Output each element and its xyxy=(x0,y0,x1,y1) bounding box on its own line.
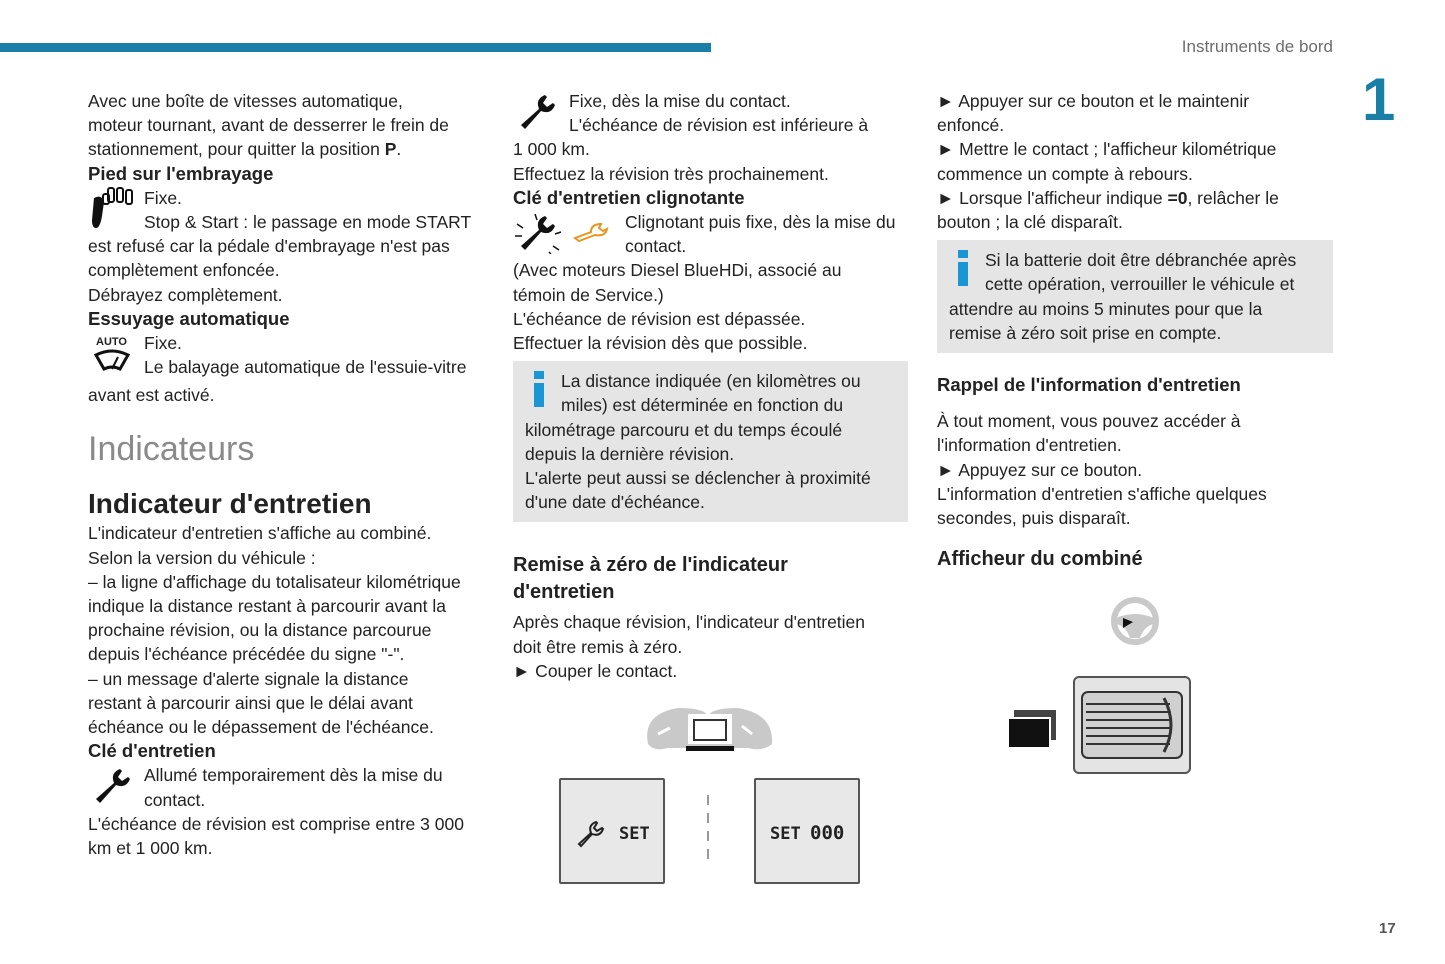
instrument-cluster-icon xyxy=(642,700,778,756)
wrench-outline-icon xyxy=(575,818,607,848)
recall-title: Rappel de l'information d'entretien xyxy=(937,374,1241,396)
set-panel-right xyxy=(754,778,860,884)
intro-line: stationnement, pour quitter la position P. xyxy=(88,139,402,160)
section-title: Instruments de bord xyxy=(1181,37,1333,56)
wrench-icon xyxy=(88,763,134,807)
intro-line: moteur tournant, avant de desserrer le frein de xyxy=(88,115,449,136)
combined-display-button[interactable] xyxy=(1073,676,1191,774)
display-title: Afficheur du combiné xyxy=(937,548,1143,571)
chapter-number: 1 xyxy=(1362,66,1396,133)
connector-dashed-line xyxy=(705,795,711,865)
reset-title: Remise à zéro de l'indicateur d'entretien xyxy=(513,554,788,604)
display-pages-icon xyxy=(1006,708,1058,750)
wiper-title: Essuyage automatique xyxy=(88,307,290,329)
maintenance-body: L'indicateur d'entretien s'affiche au combiné. Selon la version du véhicule : – la ligne d'affichage du totalisateur kilométrique indique la distance restant à parcourir avant la prochaine révision, ou la distance parcourue depuis l'échéance précédée du signe "-". – un message d'alerte signale la distance restant à parcourir ainsi que le délai avant échéance ou le dépassement de l'échéance. xyxy=(88,523,461,738)
reset-step: ► Mettre le contact ; l'afficheur kilométrique xyxy=(937,139,1277,160)
steering-wheel-icon xyxy=(1109,596,1161,646)
page-number: 17 xyxy=(1379,920,1396,937)
set-panel-left xyxy=(559,778,665,884)
scroll-wheel-icon xyxy=(1080,690,1184,760)
blink-block: Clignotant puis fixe, dès la mise du contact. (Avec moteurs Diesel BlueHDi, associé au témoin de Service.) L'échéance de révision est dépassée. Effectuer la révision dès que possible. xyxy=(513,212,896,354)
intro-line: Avec une boîte de vitesses automatique, xyxy=(88,91,403,111)
column-3: ► Appuyer sur ce bouton et le maintenir enfoncé. ► Mettre le contact ; l'afficheur kilométrique commence un compte à rebours. ► Lorsque l'afficheur indique =0, relâcher le bouton ; la clé disparaît. Si la batterie doit être débranchée après cette opération, verrouiller le véhicule et attendre au moins 5 minutes pour que la remise à zéro soit prise en compte. Rappel de l'information d'entretien À tout moment, vous pouvez accéder à l'information d'entretien. ► Appuyez sur ce bouton. L'information d'entretien s'affiche quelques secondes, puis disparaît. Afficheur du combiné xyxy=(937,89,1333,573)
clutch-title: Pied sur l'embrayage xyxy=(88,162,274,184)
reset-step: ► Couper le contact. xyxy=(513,660,678,681)
key-block: Allumé temporairement dès la mise du contact. L'échéance de révision est comprise entre 3 000 km et 1 000 km. xyxy=(88,765,464,859)
panel-set-label: SET xyxy=(619,824,650,844)
main-heading: Indicateur d'entretien xyxy=(88,488,372,520)
info-note: La distance indiquée (en kilomètres ou miles) est déterminée en fonction du kilométrage parcouru et du temps écoulé depuis la dernière révision. L'alerte peut aussi se déclencher à proximité d'une date d'échéance. xyxy=(513,361,908,522)
auto-wiper-icon: AUTO xyxy=(88,331,134,383)
battery-note: Si la batterie doit être débranchée après cette opération, verrouiller le véhicule et attendre au moins 5 minutes pour que la remise à zéro soit prise en compte. xyxy=(937,240,1333,353)
wrench-icon xyxy=(513,89,559,133)
info-icon xyxy=(525,369,555,409)
info-icon xyxy=(949,248,979,288)
key-title: Clé d'entretien xyxy=(88,740,216,762)
recall-body: À tout moment, vous pouvez accéder à l'information d'entretien. ► Appuyez sur ce bouton. L'information d'entretien s'affiche quelques secondes, puis disparaît. xyxy=(937,411,1267,529)
panel-set-label: SET xyxy=(770,824,801,844)
panel-zero-value: 000 xyxy=(810,822,845,844)
clutch-pedal-icon xyxy=(88,186,134,234)
fixed-key-block: Fixe, dès la mise du contact. L'échéance de révision est inférieure à 1 000 km. Effectuez la révision très prochainement. xyxy=(513,91,869,184)
reset-step: ► Appuyer sur ce bouton et le maintenir xyxy=(937,91,1250,111)
blink-title: Clé d'entretien clignotante xyxy=(513,186,745,208)
column-2: Fixe, dès la mise du contact. L'échéance de révision est inférieure à 1 000 km. Effectuez la révision très prochainement. Clé d'entretien clignotante Clignotant puis fixe, dès la mise du contact. (Avec moteurs Diesel BlueHDi, associé au témoin de Service.) L'échéance de révision est dépassée. Effectuer la révision dès que possible. La distance indiquée (en kilomètres ou miles) est déterminée en fonction du kilométrage parcouru et du temps écoulé depuis la dernière révision. L'alerte peut aussi se déclencher à proximité d'une date d'échéance. Remise à zéro de l'indicateur d'entretien Après chaque révision, l'indicateur d'entretien doit être remis à zéro. ► Couper le contact. xyxy=(513,89,908,683)
clutch-block: Fixe. Stop & Start : le passage en mode START est refusé car la pédale d'embrayage n'est pas complètement enfoncée. Débrayez complètement. xyxy=(88,187,472,305)
reset-step: ► Lorsque l'afficheur indique =0, relâcher le xyxy=(937,187,1279,208)
header-accent-bar xyxy=(0,43,711,52)
column-1 xyxy=(88,89,488,860)
section-heading: Indicateurs xyxy=(88,430,255,469)
blinking-wrench-icon xyxy=(513,210,615,254)
wiper-block: AUTO Fixe. Le balayage automatique de l'essuie-vitre avant est activé. xyxy=(88,333,467,406)
